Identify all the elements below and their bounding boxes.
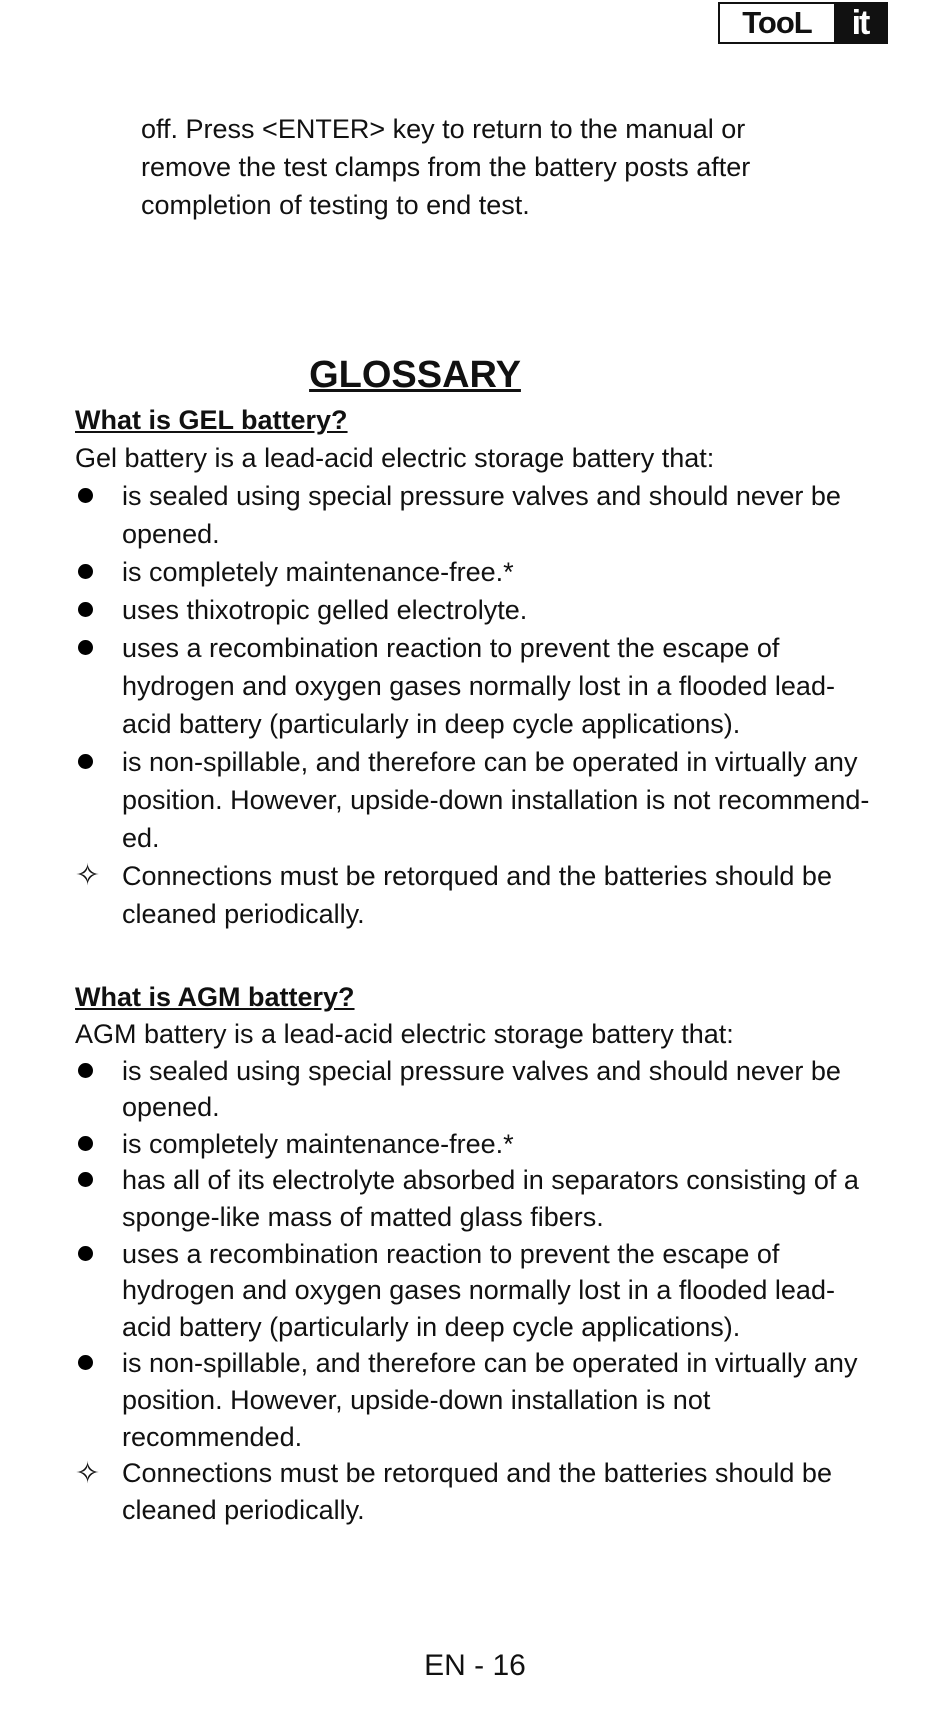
list-item (75, 477, 875, 553)
gel-list (75, 477, 875, 933)
list-item-text: uses a recombination reaction to prevent the escape of hydrogen and oxygen gases normally lost in a flooded lead-acid battery (particularly in deep cycle applications). (122, 1238, 835, 1342)
list-item (75, 553, 875, 591)
bullet-icon (78, 1246, 93, 1261)
list-item-text: is non-spillable, and therefore can be operated in virtually any position. However, upside-down installation is not recommended. (122, 1348, 858, 1452)
bullet-icon (78, 1063, 93, 1078)
four-point-star-icon: ✧ (75, 859, 101, 892)
bullet-icon (78, 602, 93, 617)
logo-text-tool: TooL (720, 4, 834, 42)
bullet-icon (78, 754, 93, 769)
page-number: EN - 16 (424, 1649, 526, 1682)
four-point-star-icon: ✧ (75, 1457, 101, 1491)
agm-list (75, 1053, 875, 1529)
list-item (75, 591, 875, 629)
intro-line: remove the test clamps from the battery posts after (141, 152, 751, 182)
gel-lead: Gel battery is a lead-acid electric storage battery that: (75, 443, 715, 473)
agm-battery-section (75, 979, 875, 1528)
list-item-text: has all of its electrolyte absorbed in separators consisting of a sponge-like mass of matted glass fibers. (122, 1165, 859, 1232)
agm-lead: AGM battery is a lead-acid electric storage battery that: (75, 1019, 734, 1049)
agm-heading: What is AGM battery? (75, 982, 355, 1012)
toolit-logo (718, 2, 888, 44)
list-item-text: is non-spillable, and therefore can be operated in virtually any position. However, upside-down installation is not recommend-ed. (122, 747, 870, 853)
note-item (75, 857, 875, 933)
bullet-icon (78, 640, 93, 655)
list-item (75, 1162, 875, 1235)
list-item-text: is sealed using special pressure valves and should never be opened. (122, 1055, 841, 1123)
gel-heading: What is GEL battery? (75, 405, 348, 435)
list-item-text: is completely maintenance-free.* (122, 1128, 514, 1159)
list-item (75, 1345, 875, 1455)
bullet-icon (78, 1172, 93, 1187)
intro-paragraph (141, 110, 861, 224)
bullet-icon (78, 564, 93, 579)
list-item (75, 1126, 875, 1163)
note-text: Connections must be retorqued and the batteries should be cleaned periodically. (122, 1458, 832, 1525)
list-item-text: uses thixotropic gelled electrolyte. (122, 595, 528, 625)
note-text: Connections must be retorqued and the batteries should be cleaned periodically. (122, 861, 832, 929)
bullet-icon (78, 1355, 93, 1370)
list-item (75, 1236, 875, 1346)
bullet-icon (78, 488, 93, 503)
logo-text-it: it (834, 4, 886, 42)
bullet-icon (78, 1136, 93, 1151)
list-item-text: is sealed using special pressure valves and should never be opened. (122, 481, 841, 549)
intro-line: completion of testing to end test. (141, 190, 530, 220)
list-item (75, 629, 875, 743)
list-item-text: uses a recombination reaction to prevent the escape of hydrogen and oxygen gases normally lost in a flooded lead-acid battery (particularly in deep cycle applications). (122, 633, 835, 739)
glossary-title: GLOSSARY (309, 354, 521, 396)
list-item-text: is completely maintenance-free.* (122, 557, 514, 587)
note-item (75, 1455, 875, 1528)
intro-line: off. Press <ENTER> key to return to the manual or (141, 114, 746, 144)
list-item (75, 1053, 875, 1126)
list-item (75, 743, 875, 857)
gel-battery-section (75, 402, 875, 933)
